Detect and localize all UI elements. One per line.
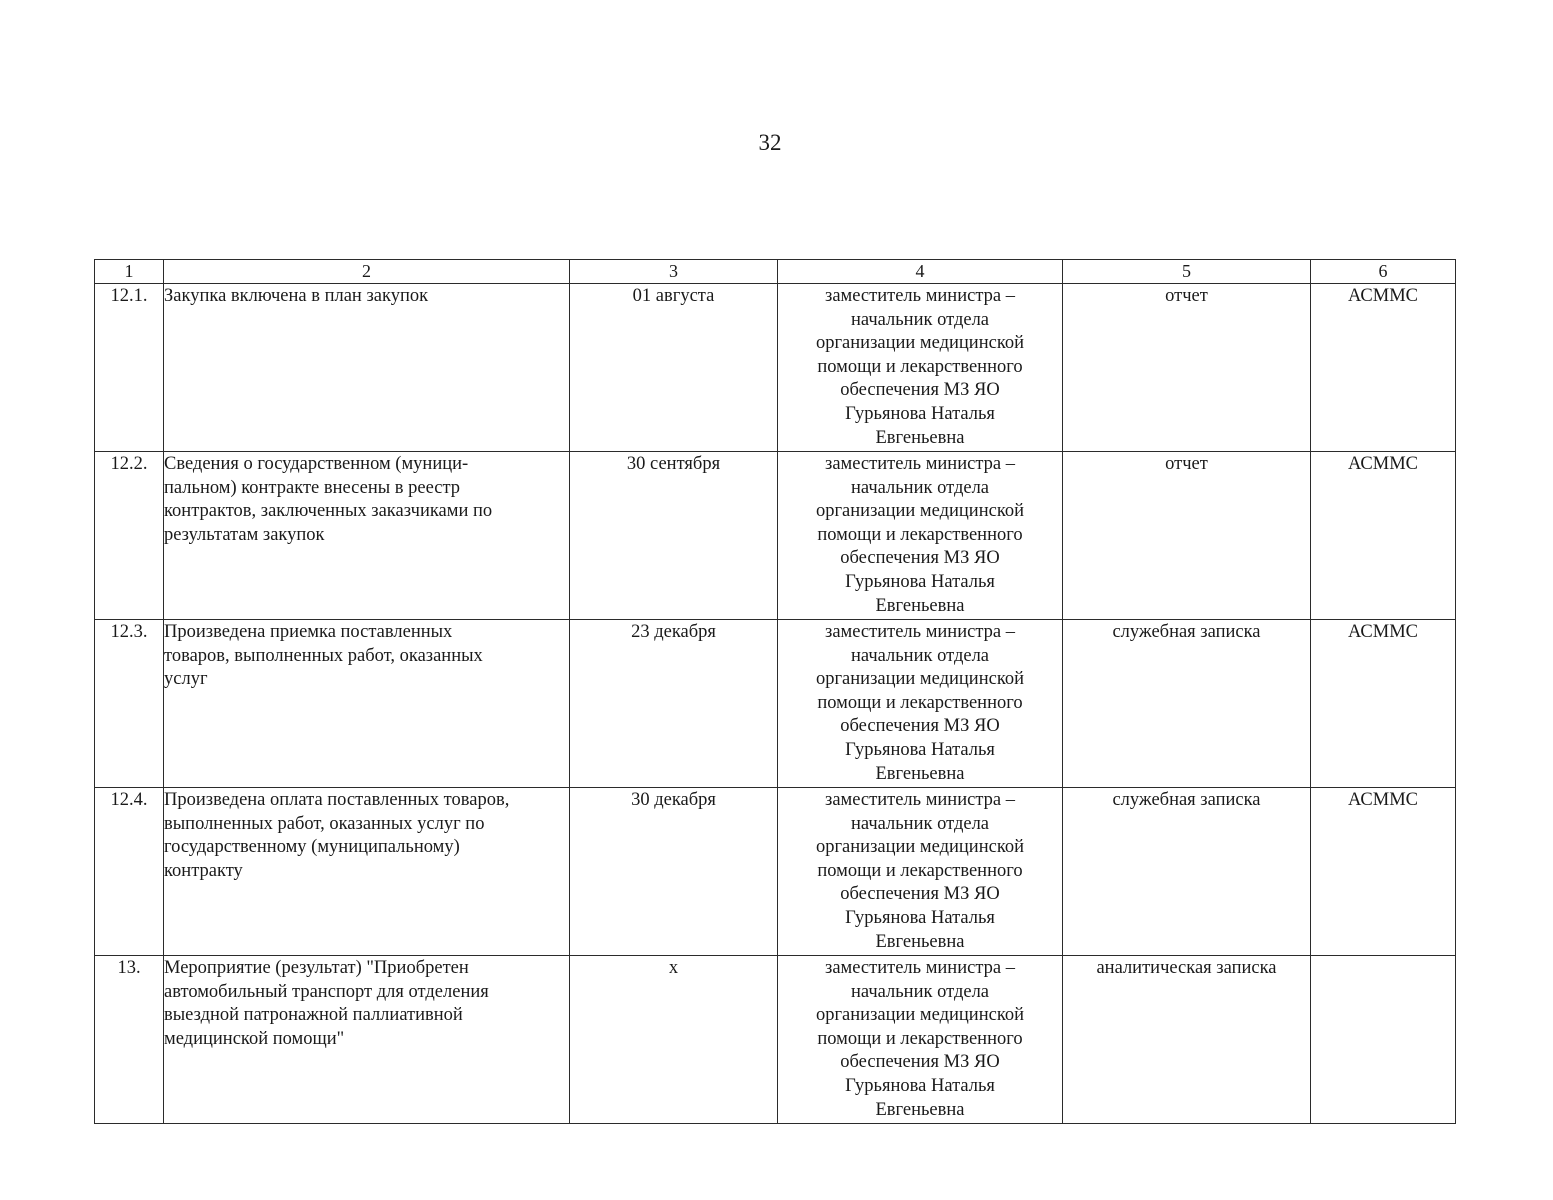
deadline-cell: x — [570, 956, 778, 1124]
header-row — [95, 260, 1456, 284]
column-header: 2 — [164, 260, 570, 284]
row-number-cell: 12.3. — [95, 620, 164, 788]
info-system-cell: АСММС — [1311, 620, 1456, 788]
responsible-cell: заместитель министра – начальник отдела организации медицинской помощи и лекарственного обеспечения МЗ ЯО Гурьянова Наталья Евгеньевна — [778, 452, 1063, 620]
page-number: 32 — [758, 130, 782, 155]
responsible-cell: заместитель министра – начальник отдела организации медицинской помощи и лекарственного обеспечения МЗ ЯО Гурьянова Наталья Евгеньевна — [778, 788, 1063, 956]
deadline-cell: 30 декабря — [570, 788, 778, 956]
deadline-cell: 23 декабря — [570, 620, 778, 788]
table-row — [95, 956, 1456, 1124]
event-cell: Мероприятие (результат) "Приобретен автомобильный транспорт для отделения выездной патронажной паллиативной медицинской помощи" — [164, 956, 570, 1124]
table-row — [95, 788, 1456, 956]
table-row — [95, 284, 1456, 452]
document-type-cell: служебная записка — [1063, 620, 1311, 788]
column-header: 6 — [1311, 260, 1456, 284]
event-cell: Закупка включена в план закупок — [164, 284, 570, 452]
info-system-cell — [1311, 956, 1456, 1124]
info-system-cell: АСММС — [1311, 788, 1456, 956]
table-row — [95, 452, 1456, 620]
column-header: 3 — [570, 260, 778, 284]
row-number-cell: 12.4. — [95, 788, 164, 956]
column-header: 5 — [1063, 260, 1311, 284]
event-cell: Сведения о государственном (муници- пальном) контракте внесены в реестр контрактов, заключенных заказчиками по результатам закупок — [164, 452, 570, 620]
document-type-cell: аналитическая записка — [1063, 956, 1311, 1124]
event-cell: Произведена приемка поставленных товаров, выполненных работ, оказанных услуг — [164, 620, 570, 788]
table-row — [95, 620, 1456, 788]
row-number-cell: 12.1. — [95, 284, 164, 452]
row-number-cell: 12.2. — [95, 452, 164, 620]
deadline-cell: 30 сентября — [570, 452, 778, 620]
column-header: 4 — [778, 260, 1063, 284]
deadline-cell: 01 августа — [570, 284, 778, 452]
document-type-cell: отчет — [1063, 452, 1311, 620]
row-number-cell: 13. — [95, 956, 164, 1124]
event-cell: Произведена оплата поставленных товаров, выполненных работ, оказанных услуг по государственному (муниципальному) контракту — [164, 788, 570, 956]
document-type-cell: служебная записка — [1063, 788, 1311, 956]
info-system-cell: АСММС — [1311, 452, 1456, 620]
plan-table — [94, 259, 1456, 1124]
responsible-cell: заместитель министра – начальник отдела организации медицинской помощи и лекарственного обеспечения МЗ ЯО Гурьянова Наталья Евгеньевна — [778, 956, 1063, 1124]
document-type-cell: отчет — [1063, 284, 1311, 452]
column-header: 1 — [95, 260, 164, 284]
info-system-cell: АСММС — [1311, 284, 1456, 452]
responsible-cell: заместитель министра – начальник отдела организации медицинской помощи и лекарственного обеспечения МЗ ЯО Гурьянова Наталья Евгеньевна — [778, 620, 1063, 788]
responsible-cell: заместитель министра – начальник отдела организации медицинской помощи и лекарственного обеспечения МЗ ЯО Гурьянова Наталья Евгеньевна — [778, 284, 1063, 452]
